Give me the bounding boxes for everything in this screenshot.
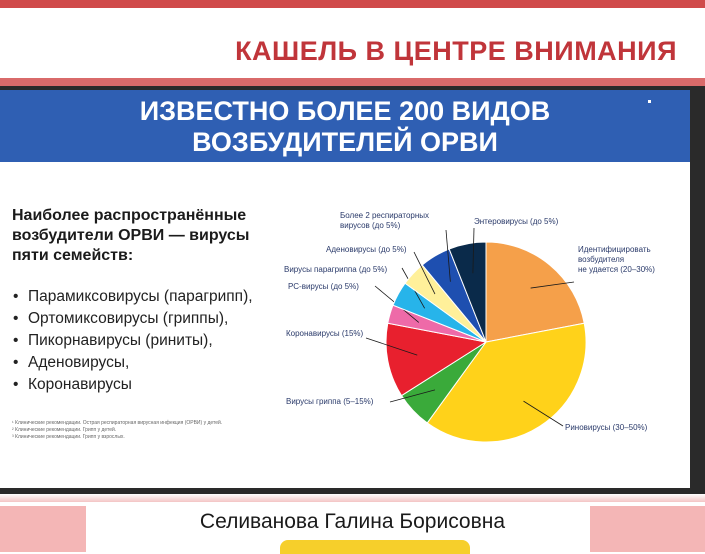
list-item: • Коронавирусы — [10, 374, 253, 396]
heading-line: Наиболее распространённые — [12, 207, 247, 224]
list-item: • Парамиксовирусы (парагрипп), — [10, 286, 253, 308]
slice-label: Вирусы парагриппа (до 5%) — [284, 265, 388, 274]
slice-label: Энтеровирусы (до 5%) — [474, 217, 559, 226]
slide-title-line: ВОЗБУДИТЕЛЕЙ ОРВИ — [192, 127, 498, 157]
footnote: ² Клинические рекомендации. Грипп у детей. — [12, 427, 117, 433]
slice-label: Более 2 респираторных вирусов (до 5%) — [340, 211, 430, 230]
footnote: ¹ Клинические рекомендации. Острая респираторная вирусная инфекция (ОРВИ) у детей. — [12, 420, 223, 426]
slice-label: Вирусы гриппа (5–15%) — [286, 397, 374, 406]
slice-label: РС-вирусы (до 5%) — [288, 282, 359, 291]
top-stripe — [0, 0, 705, 8]
list-item: • Аденовирусы, — [10, 352, 253, 374]
header-divider — [0, 78, 705, 86]
header-title: КАШЕЛЬ В ЦЕНТРЕ ВНИМАНИЯ — [235, 36, 677, 66]
slice-label: Риновирусы (30–50%) — [565, 423, 648, 432]
slice-label: Идентифицировать возбудителя не удается (20–30%) — [578, 245, 655, 274]
list-item: • Пикорнавирусы (риниты), — [10, 330, 253, 352]
footnote: ³ Клинические рекомендации. Грипп у взрослых. — [12, 434, 125, 440]
slide — [0, 90, 690, 488]
heading-line: пяти семейств: — [12, 247, 134, 264]
pie-chart — [0, 90, 690, 488]
header-band — [0, 8, 705, 80]
heading-line: возбудители ОРВИ — вирусы — [12, 227, 250, 244]
slice-label: Коронавирусы (15%) — [286, 329, 364, 338]
slide-title-line: ИЗВЕСТНО БОЛЕЕ 200 ВИДОВ — [139, 96, 551, 126]
slice-label: Аденовирусы (до 5%) — [326, 245, 407, 254]
speaker-name: Селиванова Галина Борисовна — [199, 510, 506, 533]
list-item: • Ортомиксовирусы (гриппы), — [10, 308, 253, 330]
